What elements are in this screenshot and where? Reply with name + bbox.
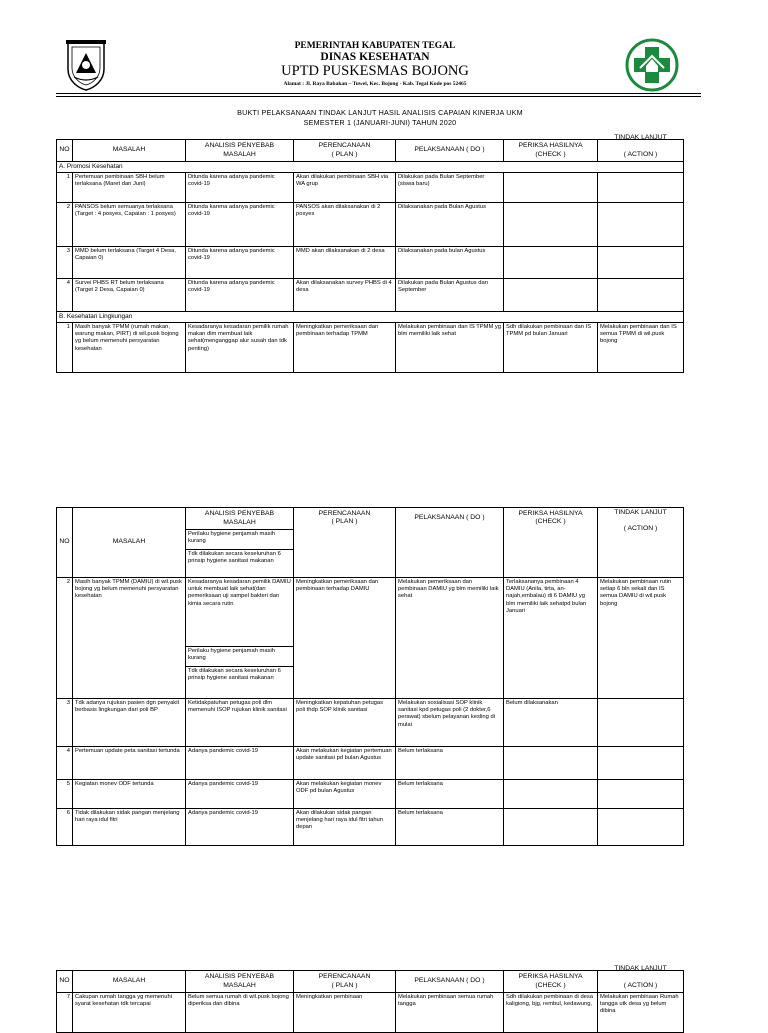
action-sublabel: ( ACTION ) bbox=[623, 981, 658, 989]
report-table-1 bbox=[56, 134, 684, 373]
check-label: PERIKSA HASILNYA bbox=[518, 142, 583, 150]
cell-do: Dilaksanakan pada Bulan Agustus bbox=[396, 203, 504, 247]
cell-action bbox=[598, 247, 684, 279]
plan-sublabel: ( PLAN ) bbox=[331, 518, 358, 526]
cause-subitem: Perilaku hygiene penjamah masih kurang bbox=[186, 530, 293, 550]
report-table-3 bbox=[56, 965, 684, 1033]
cell-analisis: Belum semua rumah di wil.pusk bojong diperiksa dan dibina bbox=[186, 993, 294, 1033]
cell-masalah: Pertemuan pembinaan SBH belum terlaksana (Maret dan Juni) bbox=[73, 173, 186, 203]
cell-analisis: Ditunda karena adanya pandemic covid-19 bbox=[186, 247, 294, 279]
table-row bbox=[57, 993, 684, 1033]
cell-check bbox=[504, 809, 598, 846]
cell-do: Melakukan pembinaan dan IS TPMM yg blm memiliki laik sehat bbox=[396, 323, 504, 373]
col-header-action bbox=[598, 965, 684, 993]
cell-plan: Akan melakukan kegiatan pertemuan update sanitasi pd bulan Agustus bbox=[294, 747, 396, 780]
cell-masalah: MMD belum terlaksana (Target 4 Desa, Capaian 0) bbox=[73, 247, 186, 279]
cell-no: 4 bbox=[57, 747, 73, 780]
cell-plan: Akan melakukan kegiatan monev ODF pd bulan Agustus bbox=[294, 780, 396, 809]
action-label: TINDAK LANJUT bbox=[614, 509, 667, 516]
cause-subitem: Tdk dilakukan secara keseluruhan 6 prinsip hygiene sanitasi makanan bbox=[188, 668, 281, 682]
cause-subitem: Perilaku hygiene penjamah masih kurang bbox=[186, 647, 293, 667]
col-header-masalah: MASALAH bbox=[73, 140, 186, 162]
col-header-analisis: ANALISIS PENYEBAB MASALAH bbox=[186, 140, 294, 162]
action-label: TINDAK LANJUT bbox=[614, 965, 667, 972]
cell-analisis: Ditunda karena adanya pandemic covid-19 bbox=[186, 173, 294, 203]
col-header-do: PELAKSANAAN ( DO ) bbox=[396, 140, 504, 162]
col-header-check bbox=[504, 508, 598, 578]
cell-plan: PANSOS akan dilaksanakan di 2 posyes bbox=[294, 203, 396, 247]
cell-no: 1 bbox=[57, 323, 73, 373]
plan-label: PERENCANAAN bbox=[318, 510, 371, 517]
cell-plan: MMD akan dilaksanakan di 2 desa bbox=[294, 247, 396, 279]
cell-masalah: Tidak dilakukan sidak pangan menjelang hari raya idul fitri bbox=[73, 809, 186, 846]
cell-action bbox=[598, 173, 684, 203]
cell-check bbox=[504, 780, 598, 809]
cell-check: Belum dilaksanakan bbox=[504, 699, 598, 747]
cell-do: Melakukan pemeriksaan dan pembinaan DAMIU yg blm memiliki laik sehat bbox=[396, 578, 504, 699]
cell-do: Dilakukan pada Bulan Agustus dan September bbox=[396, 279, 504, 312]
cell-action bbox=[598, 699, 684, 747]
check-label: PERIKSA HASILNYA bbox=[518, 510, 583, 517]
col-header-no: NO bbox=[57, 140, 73, 162]
cell-analisis: Kesadaranya kesadaran pemilik rumah makan dlm membuat laik sehat(menganggap alur susah dan tdk penting) bbox=[186, 323, 294, 373]
cell-no: 2 bbox=[57, 578, 73, 699]
plan-label: PERENCANAAN bbox=[318, 973, 371, 981]
table-row bbox=[57, 780, 684, 809]
cell-plan: Meningkatkan pemeriksaan dan pembinaan terhadap TPMM bbox=[294, 323, 396, 373]
table-row bbox=[57, 279, 684, 312]
cell-masalah: Masih banyak TPMM (DAMIU) di wil.pusk bojong yg belum memenuhi persyaratan kesehatan bbox=[73, 578, 186, 699]
government-name: PEMERINTAH KABUPATEN TEGAL bbox=[294, 41, 456, 51]
col-header-plan bbox=[294, 508, 396, 578]
cell-action bbox=[598, 809, 684, 846]
table-header-row bbox=[57, 971, 684, 993]
cell-action: Melakukan pembinaan Rumah tangga utk desa yg belum dibina bbox=[598, 993, 684, 1033]
section-row bbox=[57, 312, 684, 323]
col-header-masalah: MASALAH bbox=[73, 971, 186, 993]
document-subtitle: SEMESTER 1 (JANUARI-JUNI) TAHUN 2020 bbox=[303, 118, 457, 127]
plan-sublabel: ( PLAN ) bbox=[331, 981, 358, 989]
cell-plan: Akan dilakukan sidak pangan menjelang hari raya idul fitri tahun depan bbox=[294, 809, 396, 846]
cell-check bbox=[504, 203, 598, 247]
col-header-action bbox=[598, 134, 684, 162]
col-header-check bbox=[504, 140, 598, 162]
plan-sublabel: ( PLAN ) bbox=[331, 150, 358, 158]
cell-action bbox=[598, 279, 684, 312]
cell-check: Terlaksananya pembinaan 4 DAMIU (Anila, tirta, an-najah,embalau) di 6 DAMIU yg blm memiliki laik sehatpd bulan Januari bbox=[504, 578, 598, 699]
cell-masalah: Survei PHBS RT belum terlaksana (Target 2 Desa, Capaian 0) bbox=[73, 279, 186, 312]
cell-masalah: Pertemuan update peta sanitasi tertunda bbox=[73, 747, 186, 780]
cell-check bbox=[504, 247, 598, 279]
cell-action bbox=[598, 780, 684, 809]
cell-plan: Akan dilaksanakan survey PHBS di 4 desa bbox=[294, 279, 396, 312]
department-name: DINAS KESEHATAN bbox=[320, 51, 430, 63]
cell-check: Sdh dilakukan pembinaan dan IS TPMM pd bulan Januari bbox=[504, 323, 598, 373]
cell-no: 3 bbox=[57, 247, 73, 279]
col-header-analisis: ANALISIS PENYEBAB MASALAH bbox=[186, 508, 294, 530]
cell-plan: Akan dilakukan pembinaan SBH via WA grup bbox=[294, 173, 396, 203]
cell-no: 4 bbox=[57, 279, 73, 312]
cause-subitem: Tdk dilakukan secara keseluruhan 6 prinsip hygiene sanitasi makanan bbox=[188, 551, 281, 565]
table-row bbox=[57, 247, 684, 279]
col-header-check bbox=[504, 971, 598, 993]
section-row bbox=[57, 162, 684, 173]
cell-do: Melakukan sosialisasi SOP klinik sanitasi kpd petugas poli (2 dokter,6 perawat) sbelum pelayanan kesling di mulai bbox=[396, 699, 504, 747]
cell-check bbox=[504, 279, 598, 312]
table-row bbox=[57, 809, 684, 846]
cell-masalah: Kegiatan monev ODF tertunda bbox=[73, 780, 186, 809]
cell-no: 1 bbox=[57, 173, 73, 203]
cell-no: 2 bbox=[57, 203, 73, 247]
cell-action: Melakukan pembinaan rutin setiap 6 bln sekali dan IS semua DAMIU di wil.pusk bojong bbox=[598, 578, 684, 699]
cause-text: Kesadaranya kesadaran pemilik DAMIU untuk membuat laik sehat(dan pemeriksaan uji sampel bakteri dan kimia secara rutin bbox=[186, 578, 293, 647]
section-title-a: A. Promosi Kesehatan bbox=[57, 162, 684, 173]
action-sublabel: ( ACTION ) bbox=[623, 525, 658, 533]
table-row bbox=[57, 323, 684, 373]
check-sublabel: (CHECK ) bbox=[535, 518, 566, 526]
check-sublabel: (CHECK ) bbox=[535, 981, 566, 989]
cell-plan: Meningkatkan pembinaan bbox=[294, 993, 396, 1033]
cell-do: Belum terlaksana bbox=[396, 747, 504, 780]
cell-analisis: Adanya pandemic covid-19 bbox=[186, 809, 294, 846]
col-header-action bbox=[598, 508, 684, 578]
col-header-no: NO bbox=[57, 508, 73, 578]
cell-analisis: Ditunda karena adanya pandemic covid-19 bbox=[186, 203, 294, 247]
letterhead-divider-thin bbox=[56, 96, 701, 97]
cell-action bbox=[598, 747, 684, 780]
col-header-no: NO bbox=[57, 971, 73, 993]
col-header-analisis: ANALISIS PENYEBAB MASALAH bbox=[186, 971, 294, 993]
cell-masalah: Tdk adanya rujukan pasien dgn penyakit berbasis lingkungan dari poli BP bbox=[73, 699, 186, 747]
action-label: TINDAK LANJUT bbox=[614, 134, 667, 141]
cell-plan: Meningkatkan pemeriksaan dan pembinaan terhadap DAMIU bbox=[294, 578, 396, 699]
cell-no: 3 bbox=[57, 699, 73, 747]
cell-do: Dilakukan pada Bulan September (siswa baru) bbox=[396, 173, 504, 203]
cell-no: 7 bbox=[57, 993, 73, 1033]
col-header-plan bbox=[294, 971, 396, 993]
cell-check: Sdh dilakukan pembinaan di desa kaligiong, bjg, rembul, kedawung, bbox=[504, 993, 598, 1033]
cell-no: 6 bbox=[57, 809, 73, 846]
cell-action bbox=[598, 203, 684, 247]
table-row bbox=[57, 747, 684, 780]
report-table-2 bbox=[56, 507, 684, 846]
letterhead bbox=[55, 36, 695, 92]
col-header-masalah: MASALAH bbox=[73, 508, 186, 578]
cell-check bbox=[504, 173, 598, 203]
letterhead-divider bbox=[56, 93, 701, 94]
cell-do: Belum terlaksana bbox=[396, 780, 504, 809]
puskesmas-logo-icon bbox=[625, 38, 679, 92]
cell-analisis: Ditunda karena adanya pandemic covid-19 bbox=[186, 279, 294, 312]
table-header-row bbox=[57, 508, 684, 530]
cell-do: Belum terlaksana bbox=[396, 809, 504, 846]
table-row bbox=[57, 699, 684, 747]
table-header-row bbox=[57, 140, 684, 162]
cell-analisis: Adanya pandemic covid-19 bbox=[186, 780, 294, 809]
cell-masalah: Masih banyak TPMM (rumah makan, warung makan, PIRT) di wil.pusk bojong yg belum memenuhi persyaratan kesehatan bbox=[73, 323, 186, 373]
col-header-do: PELAKSANAAN ( DO ) bbox=[396, 508, 504, 578]
institution-name: UPTD PUSKESMAS BOJONG bbox=[281, 63, 469, 79]
action-sublabel: ( ACTION ) bbox=[623, 150, 658, 158]
table-row bbox=[57, 578, 684, 699]
col-header-do: PELAKSANAAN ( DO ) bbox=[396, 971, 504, 993]
cause-subitems bbox=[186, 530, 294, 578]
plan-label: PERENCANAAN bbox=[318, 142, 371, 150]
col-header-plan bbox=[294, 140, 396, 162]
cell-action: Melakukan pembinaan dan IS semua TPMM di wil.pusk bojong bbox=[598, 323, 684, 373]
cell-analisis: Adanya pandemic covid-19 bbox=[186, 747, 294, 780]
cell-masalah: Cakupan rumah tangga yg memenuhi syarat kesehatan tdk tercapai bbox=[73, 993, 186, 1033]
cell-check bbox=[504, 747, 598, 780]
cell-no: 5 bbox=[57, 780, 73, 809]
check-sublabel: (CHECK ) bbox=[535, 150, 566, 158]
cell-analisis: Ketidakpatuhan petugas poli dlm memenuhi ISOP rujukan klinik sanitasi bbox=[186, 699, 294, 747]
check-label: PERIKSA HASILNYA bbox=[518, 973, 583, 981]
cell-masalah: PANSOS belum semuanya terlaksana (Target : 4 posyes, Capaian : 1 posyes) bbox=[73, 203, 186, 247]
cell-do: Melakukan pembinaan semua rumah tangga bbox=[396, 993, 504, 1033]
cell-analisis bbox=[186, 578, 294, 699]
document-title: BUKTI PELAKSANAAN TINDAK LANJUT HASIL ANALISIS CAPAIAN KINERJA UKM bbox=[237, 108, 523, 117]
section-title-b: B. Kesehatan Lingkungan bbox=[57, 312, 684, 323]
table-row bbox=[57, 173, 684, 203]
institution-address: Alamat : Jl. Raya Babakan – Tuwel, Kec. Bojong - Kab. Tegal Kode pos 52465 bbox=[283, 81, 467, 87]
table-row bbox=[57, 203, 684, 247]
cell-plan: Meningkatkan kepatuhan petugas poli thdp SOP klinik sanitasi bbox=[294, 699, 396, 747]
cell-do: Dilaksanakan pada bulan Agustus bbox=[396, 247, 504, 279]
